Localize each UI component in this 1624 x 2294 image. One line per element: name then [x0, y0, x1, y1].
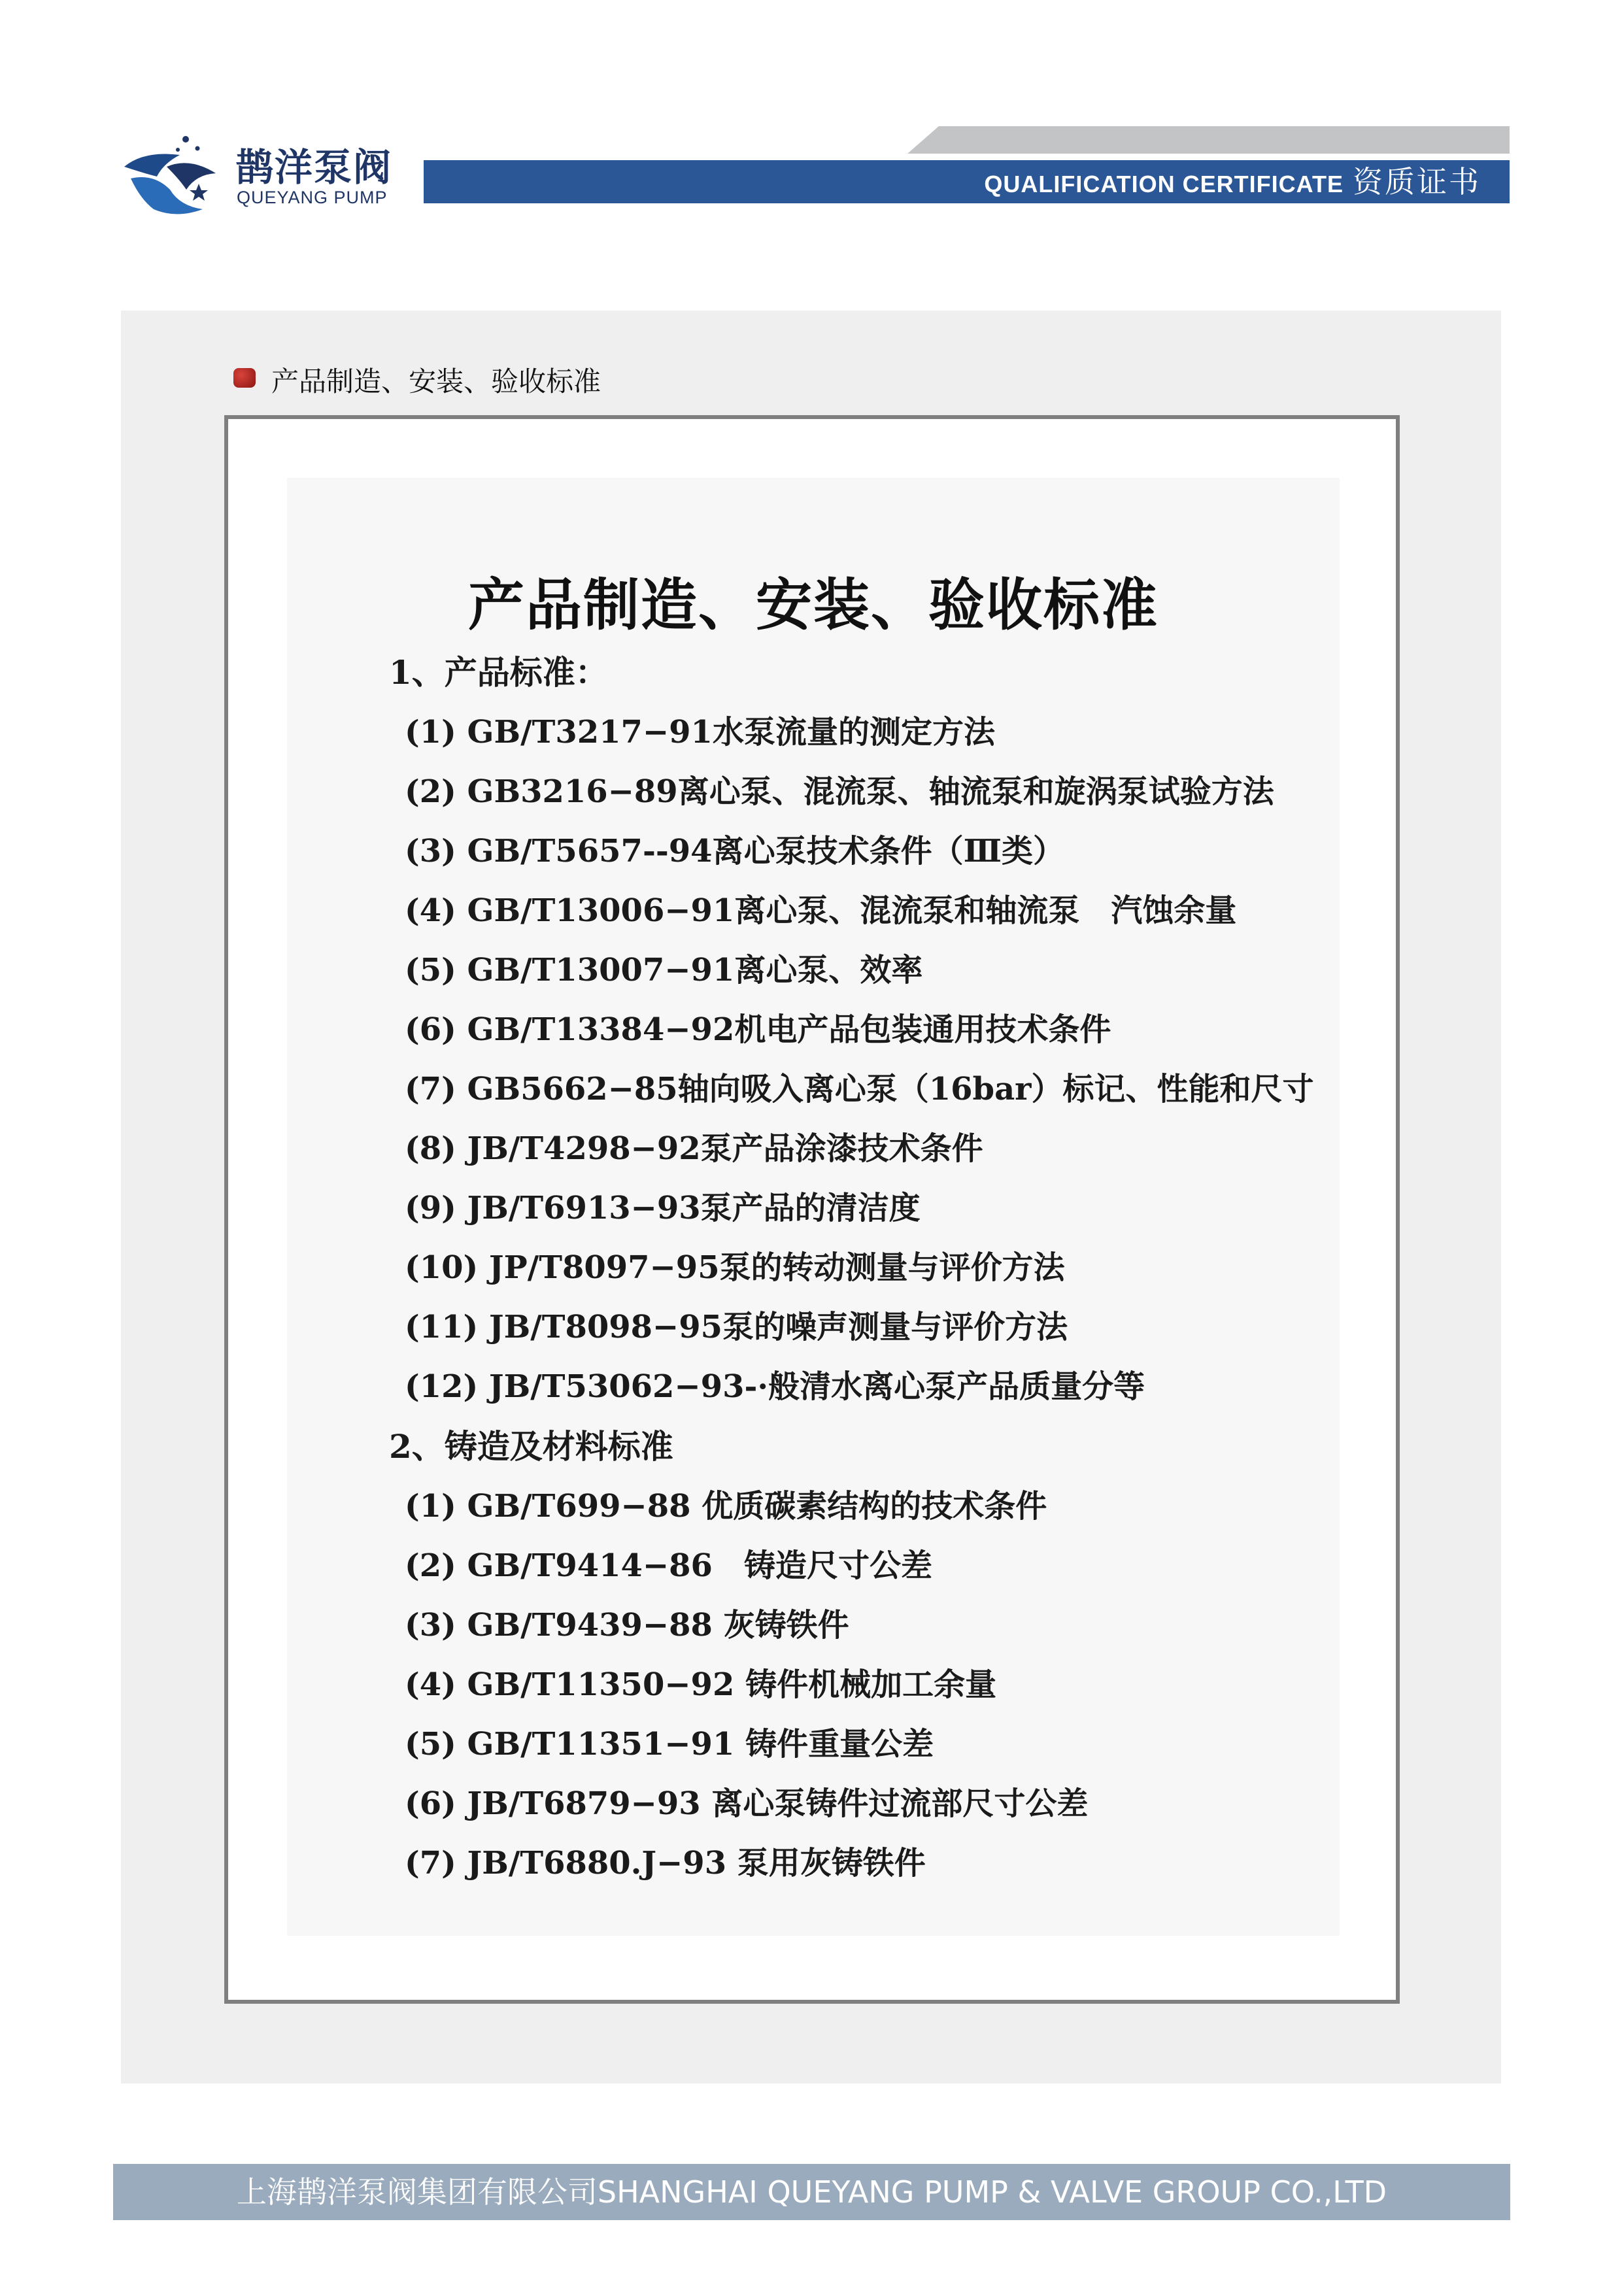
document-title: 产品制造、安装、验收标准 — [468, 572, 1159, 638]
section-bullet-icon — [233, 368, 256, 388]
standard-item: (4) GB/T11350−92 铸件机械加工余量 — [405, 1666, 997, 1703]
standard-item: (9) JB/T6913−93泵产品的清洁度 — [405, 1190, 921, 1226]
standard-item: (3) GB/T9439−88 灰铸铁件 — [405, 1607, 849, 1644]
standard-item: (3) GB/T5657--94离心泵技术条件（Ⅲ类） — [405, 833, 1065, 869]
magpie-logo-icon — [118, 127, 229, 222]
header-title-en: QUALIFICATION CERTIFICATE — [984, 171, 1344, 197]
standard-item: (8) JB/T4298−92泵产品涂漆技术条件 — [405, 1130, 983, 1167]
standard-item: (7) JB/T6880.J−93 泵用灰铸铁件 — [405, 1845, 926, 1881]
group-heading: 2、铸造及材料标准 — [389, 1427, 673, 1466]
standard-item: (5) GB/T11351−91 铸件重量公差 — [405, 1726, 934, 1763]
standard-item: (2) GB/T9414−86 铸造尺寸公差 — [405, 1547, 932, 1584]
standard-item: (11) JB/T8098−95泵的噪声测量与评价方法 — [405, 1309, 1068, 1345]
section-title: 产品制造、安装、验收标准 — [271, 365, 601, 397]
brand-name-cn: 鹊洋泵阀 — [235, 145, 393, 190]
standard-item: (10) JP/T8097−95泵的转动测量与评价方法 — [405, 1249, 1065, 1286]
header-accent-band — [907, 126, 1510, 154]
group-heading: 1、产品标准： — [389, 653, 608, 692]
standard-item: (12) JB/T53062−93-·般清水离心泵产品质量分等 — [405, 1368, 1145, 1405]
footer-company-name: 上海鹊洋泵阀集团有限公司SHANGHAI QUEYANG PUMP & VALVE GROUP CO.,LTD — [236, 2174, 1387, 2210]
footer-band — [113, 2164, 1510, 2220]
company-logo — [118, 127, 405, 222]
standard-item: (1) GB/T3217−91水泵流量的测定方法 — [405, 714, 995, 751]
standard-item: (2) GB3216−89离心泵、混流泵、轴流泵和旋涡泵试验方法 — [405, 773, 1274, 810]
content-panel — [121, 311, 1501, 2083]
standard-item: (7) GB5662−85轴向吸入离心泵（16bar）标记、性能和尺寸 — [405, 1071, 1314, 1107]
header-title-cn: 资质证书 — [1353, 164, 1481, 199]
standard-item: (6) GB/T13384−92机电产品包装通用技术条件 — [405, 1011, 1111, 1048]
standard-item: (1) GB/T699−88 优质碳素结构的技术条件 — [405, 1488, 1047, 1525]
certificate-scan — [287, 478, 1340, 1936]
header-title — [984, 160, 1481, 203]
header-title-band — [424, 160, 1510, 203]
certificate-document-frame — [224, 415, 1400, 2004]
standard-item: (6) JB/T6879−93 离心泵铸件过流部尺寸公差 — [405, 1785, 1089, 1822]
standard-item: (4) GB/T13006−91离心泵、混流泵和轴流泵 汽蚀余量 — [405, 892, 1237, 929]
brand-name-en: QUEYANG PUMP — [237, 188, 388, 207]
standard-item: (5) GB/T13007−91离心泵、效率 — [405, 952, 923, 988]
